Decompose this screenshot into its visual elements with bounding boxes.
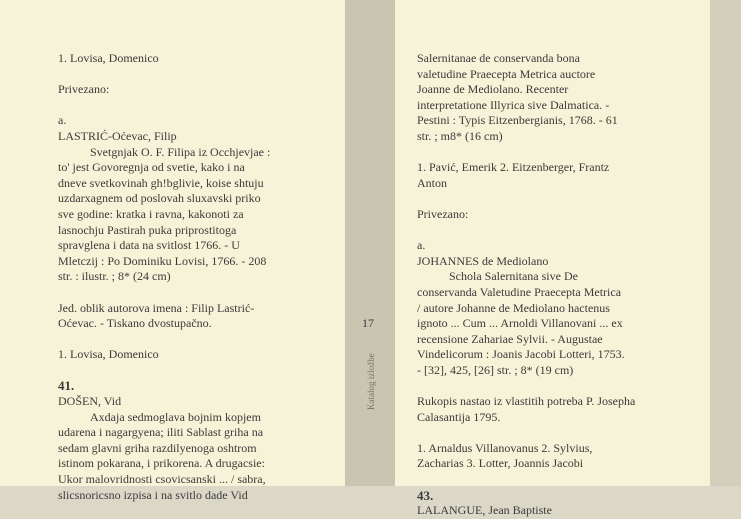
right-line: Schola Salernitana sive De bbox=[449, 269, 578, 284]
right-line: recensione Zahariae Sylvii. - Augustae bbox=[417, 331, 603, 346]
gutter bbox=[345, 0, 395, 486]
left-line: to' jest Govoregnja od svetie, kako i na bbox=[58, 160, 245, 175]
left-line: lasnochju Pastirah puka priprostitoga bbox=[58, 222, 237, 237]
right-line: Joanne de Mediolano. Recenter bbox=[417, 82, 569, 97]
line-gap bbox=[417, 145, 707, 161]
left-line: slicsnoricsno izpisa i na svitlo dade Vid bbox=[58, 487, 248, 502]
left-line: Jed. oblik autorova imena : Filip Lastrić- bbox=[58, 300, 255, 315]
right-line: 43. bbox=[417, 487, 434, 503]
left-line: 1. Lovisa, Domenico bbox=[58, 347, 159, 362]
right-line: 1. Arnaldus Villanovanus 2. Sylvius, bbox=[417, 440, 593, 455]
left-line: dneve svetkovinah gh!bglivie, koise shtuju bbox=[58, 175, 264, 190]
line-gap bbox=[58, 285, 338, 301]
left-line: spravglena i data na svitlost 1766. - U bbox=[58, 238, 240, 253]
right-line: valetudine Praecepta Metrica auctore bbox=[417, 66, 596, 81]
left-line: Svetgnjak O. F. Filipa iz Occhjevjae : bbox=[90, 144, 271, 159]
left-line: Mletczij : Po Dominiku Lovisi, 1766. - 208 bbox=[58, 253, 267, 268]
right-line: Zacharias 3. Lotter, Joannis Jacobi bbox=[417, 456, 584, 471]
right-column bbox=[417, 51, 707, 519]
right-line: - [32], 425, [26] str. ; 8* (19 cm) bbox=[417, 362, 574, 377]
left-line: sve godine: kratka i ravna, kakonoti za bbox=[58, 206, 244, 221]
right-line: Rukopis nastao iz vlastitih potreba P. Josepha bbox=[417, 394, 636, 409]
left-line: Axdaja sedmoglava bojnim kopjem bbox=[90, 409, 261, 424]
right-line: LALANGUE, Jean Baptiste bbox=[417, 503, 552, 518]
left-page bbox=[0, 0, 345, 502]
line-gap bbox=[417, 472, 707, 488]
left-line: Privezano: bbox=[58, 82, 110, 97]
side-label: Katalog izložbe bbox=[366, 353, 376, 410]
left-line: Oćevac. - Tiskano dvostupačno. bbox=[58, 316, 212, 331]
line-gap bbox=[58, 98, 338, 114]
right-line: 1. Pavić, Emerik 2. Eitzenberger, Frantz bbox=[417, 160, 610, 175]
line-gap bbox=[417, 378, 707, 394]
left-line: DOŠEN, Vid bbox=[58, 394, 122, 409]
right-page bbox=[395, 0, 710, 518]
line-gap bbox=[417, 191, 707, 207]
page-number: 17 bbox=[362, 316, 374, 330]
right-line: Salernitanae de conservanda bona bbox=[417, 51, 580, 65]
line-gap bbox=[417, 425, 707, 441]
left-line: sedam glavni griha razdilyenoga oshtrom bbox=[58, 440, 257, 455]
left-column bbox=[58, 51, 338, 503]
right-line: a. bbox=[417, 238, 426, 253]
left-line: a. bbox=[58, 113, 67, 128]
right-line: Vindelicorum : Joanis Jacobi Lotteri, 1753. bbox=[417, 347, 625, 362]
line-gap bbox=[58, 363, 338, 379]
left-line: istinom pokarana, i prikorena. A drugacsie: bbox=[58, 456, 265, 471]
left-line: 41. bbox=[58, 378, 75, 394]
left-line: Ukor malovridnosti csovicsanski ... / sabra, bbox=[58, 472, 266, 487]
line-gap bbox=[58, 67, 338, 83]
right-line: interpretatione Illyrica sive Dalmatica. - bbox=[417, 97, 610, 112]
left-line: str. : ilustr. ; 8* (24 cm) bbox=[58, 269, 171, 284]
line-gap bbox=[58, 332, 338, 348]
right-line: JOHANNES de Mediolano bbox=[417, 253, 549, 268]
right-line: Calasantija 1795. bbox=[417, 409, 501, 424]
right-line: / autore Johanne de Mediolano hactenus bbox=[417, 300, 610, 315]
right-line: Pestini : Typis Eitzenbergianis, 1768. - 61 bbox=[417, 113, 618, 128]
line-gap bbox=[417, 223, 707, 239]
right-line: ignoto ... Cum ... Arnoldi Villanovani ... ex bbox=[417, 316, 623, 331]
right-line: Anton bbox=[417, 175, 447, 190]
right-line: conservanda Valetudine Praecepta Metrica bbox=[417, 284, 622, 299]
left-line: 1. Lovisa, Domenico bbox=[58, 51, 159, 65]
page-edge bbox=[710, 0, 741, 486]
left-line: uzdarxagnem od poslovah sluxavski priko bbox=[58, 191, 261, 206]
right-line: Privezano: bbox=[417, 206, 469, 221]
left-line: udarena i nagargyena; iliti Sablast griha na bbox=[58, 425, 264, 440]
right-line: str. ; m8* (16 cm) bbox=[417, 128, 503, 143]
left-line: LASTRIĆ-Oćevac, Filip bbox=[58, 128, 177, 143]
